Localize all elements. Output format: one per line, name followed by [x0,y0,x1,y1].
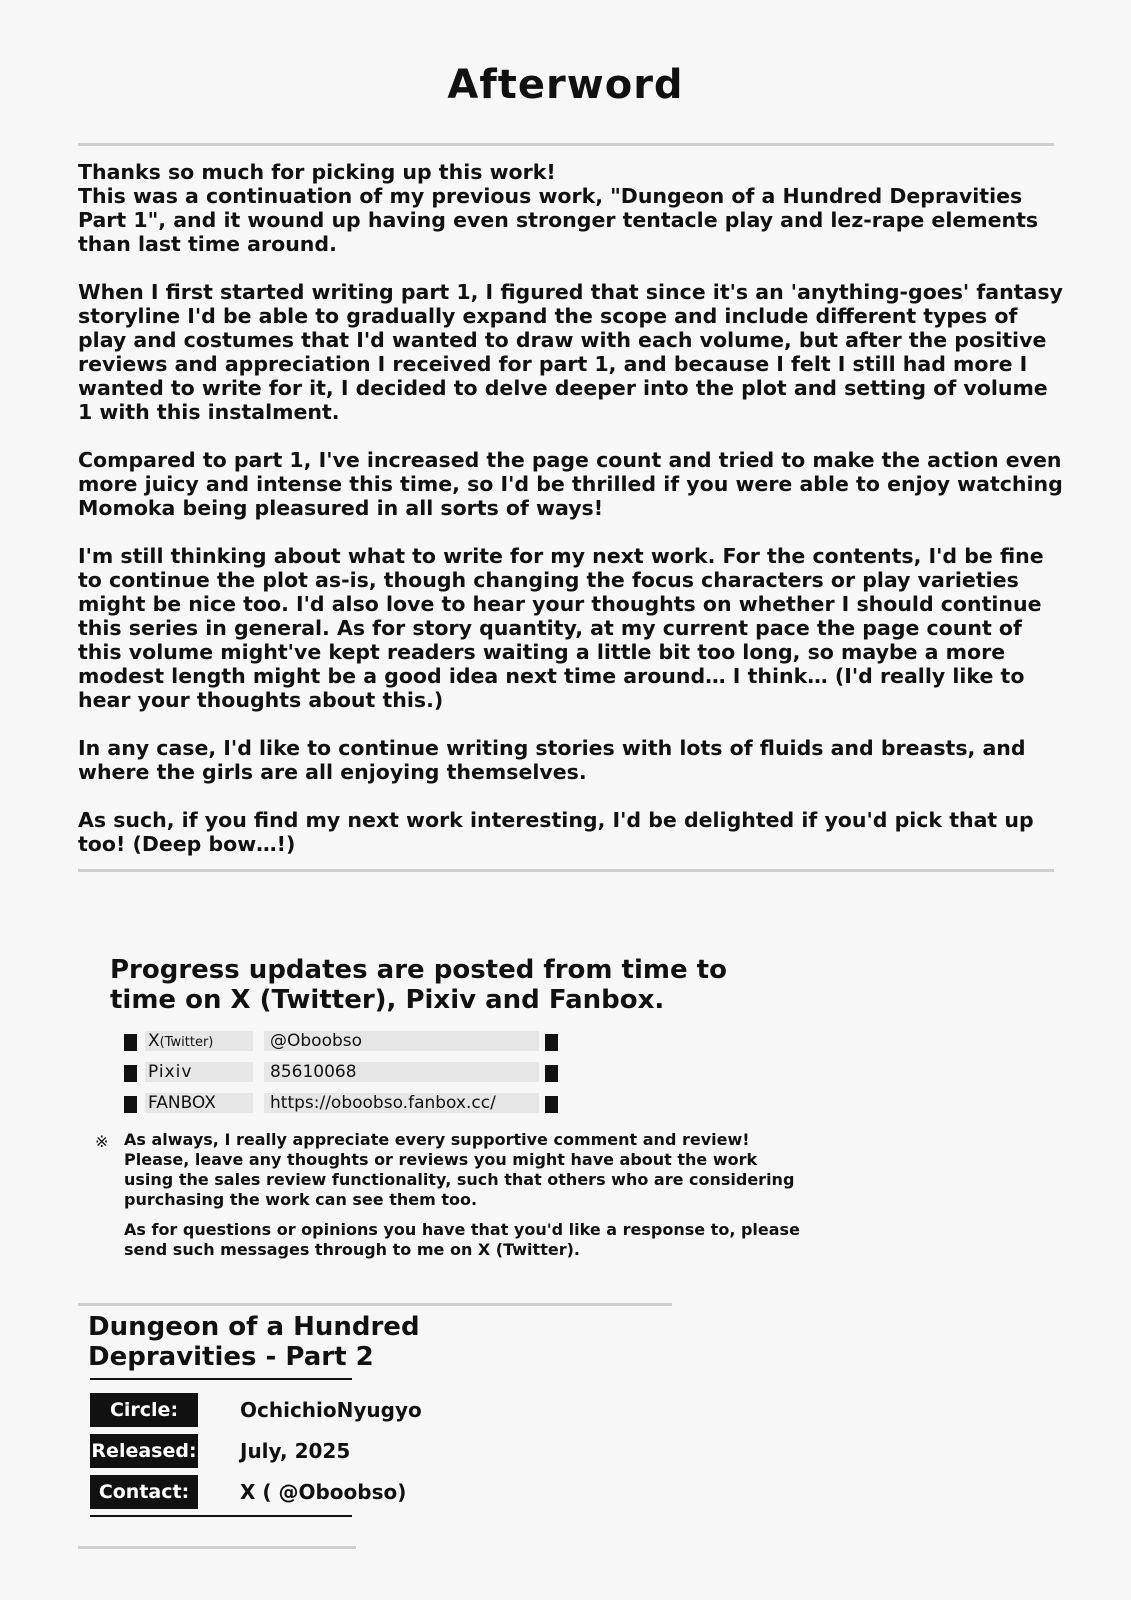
notes [124,1130,804,1270]
end-square [545,1034,558,1051]
bullet-square [124,1096,137,1113]
end-square [545,1065,558,1082]
info-value-released: July, 2025 [240,1439,351,1463]
contact-value-pixiv[interactable]: 85610068 [264,1062,539,1082]
paragraph-5: In any case, I'd like to continue writing stories with lots of fluids and breasts, and where the girls are all enjoying themselves. [78,736,1026,784]
info-title-underline [90,1378,352,1380]
body-bottom-divider [78,869,1054,872]
reference-mark-icon: ※ [95,1132,109,1151]
bullet-square [124,1034,137,1051]
note-1: As always, I really appreciate every supportive comment and review! Please, leave any thoughts or reviews you might have about the work using the sales review functionality, such that others who are considering purchasing the work can see them too. [124,1130,795,1209]
bullet-square [124,1065,137,1082]
page-bottom-divider [78,1546,356,1549]
info-top-divider [78,1303,672,1306]
paragraph-1: Thanks so much for picking up this work! This was a continuation of my previous work, "Dungeon of a Hundred Depravities Part 1", and it wound up having even stronger tentacle play and lez-rape elements than last time around. [78,160,1039,256]
paragraph-4: I'm still thinking about what to write for my next work. For the contents, I'd be fine to continue the plot as-is, though changing the focus characters or play varieties might be nice too. I'd also love to hear your thoughts on whether I should continue this series in general. As for story quantity, at my current pace the page count of this volume might've kept readers waiting a little bit too long, so maybe a more modest length might be a good idea next time around… I think… (I'd really like to hear your thoughts about this.) [78,544,1044,712]
info-label-released: Released: [90,1434,198,1468]
contact-label: Pixiv [145,1062,253,1082]
info-value-circle: OchichioNyugyo [240,1398,422,1422]
info-label-circle: Circle: [90,1393,198,1427]
page-title: Afterword [447,62,684,108]
top-divider [78,143,1054,146]
contact-value-x[interactable]: @Oboobso [264,1031,539,1051]
contact-label: FANBOX [145,1093,253,1113]
contact-value-fanbox[interactable]: https://oboobso.fanbox.cc/ [264,1093,539,1113]
end-square [545,1096,558,1113]
info-label-contact: Contact: [90,1475,198,1509]
work-title: Dungeon of a Hundred Depravities - Part 2 [88,1312,420,1372]
updates-heading: Progress updates are posted from time to time on X (Twitter), Pixiv and Fanbox. [110,955,727,1015]
info-value-contact: X ( @Oboobso) [240,1480,407,1504]
paragraph-2: When I first started writing part 1, I figured that since it's an 'anything-goes' fantasy storyline I'd be able to gradually expand the scope and include different types of play and costumes that I'd wanted to draw with each volume, but after the positive reviews and appreciation I received for part 1, and because I felt I still had more I wanted to write for it, I decided to delve deeper into the plot and setting of volume 1 with this instalment. [78,280,1063,424]
info-bottom-underline [90,1515,352,1517]
afterword-body [78,160,1068,880]
contact-label: X(Twitter) [145,1031,253,1051]
paragraph-3: Compared to part 1, I've increased the page count and tried to make the action even more juicy and intense this time, so I'd be thrilled if you were able to enjoy watching Momoka being pleasured in all sorts of ways! [78,448,1063,520]
paragraph-6: As such, if you find my next work interesting, I'd be delighted if you'd pick that up too! (Deep bow…!) [78,808,1034,856]
note-2: As for questions or opinions you have that you'd like a response to, please send such messages through to me on X (Twitter). [124,1220,800,1259]
